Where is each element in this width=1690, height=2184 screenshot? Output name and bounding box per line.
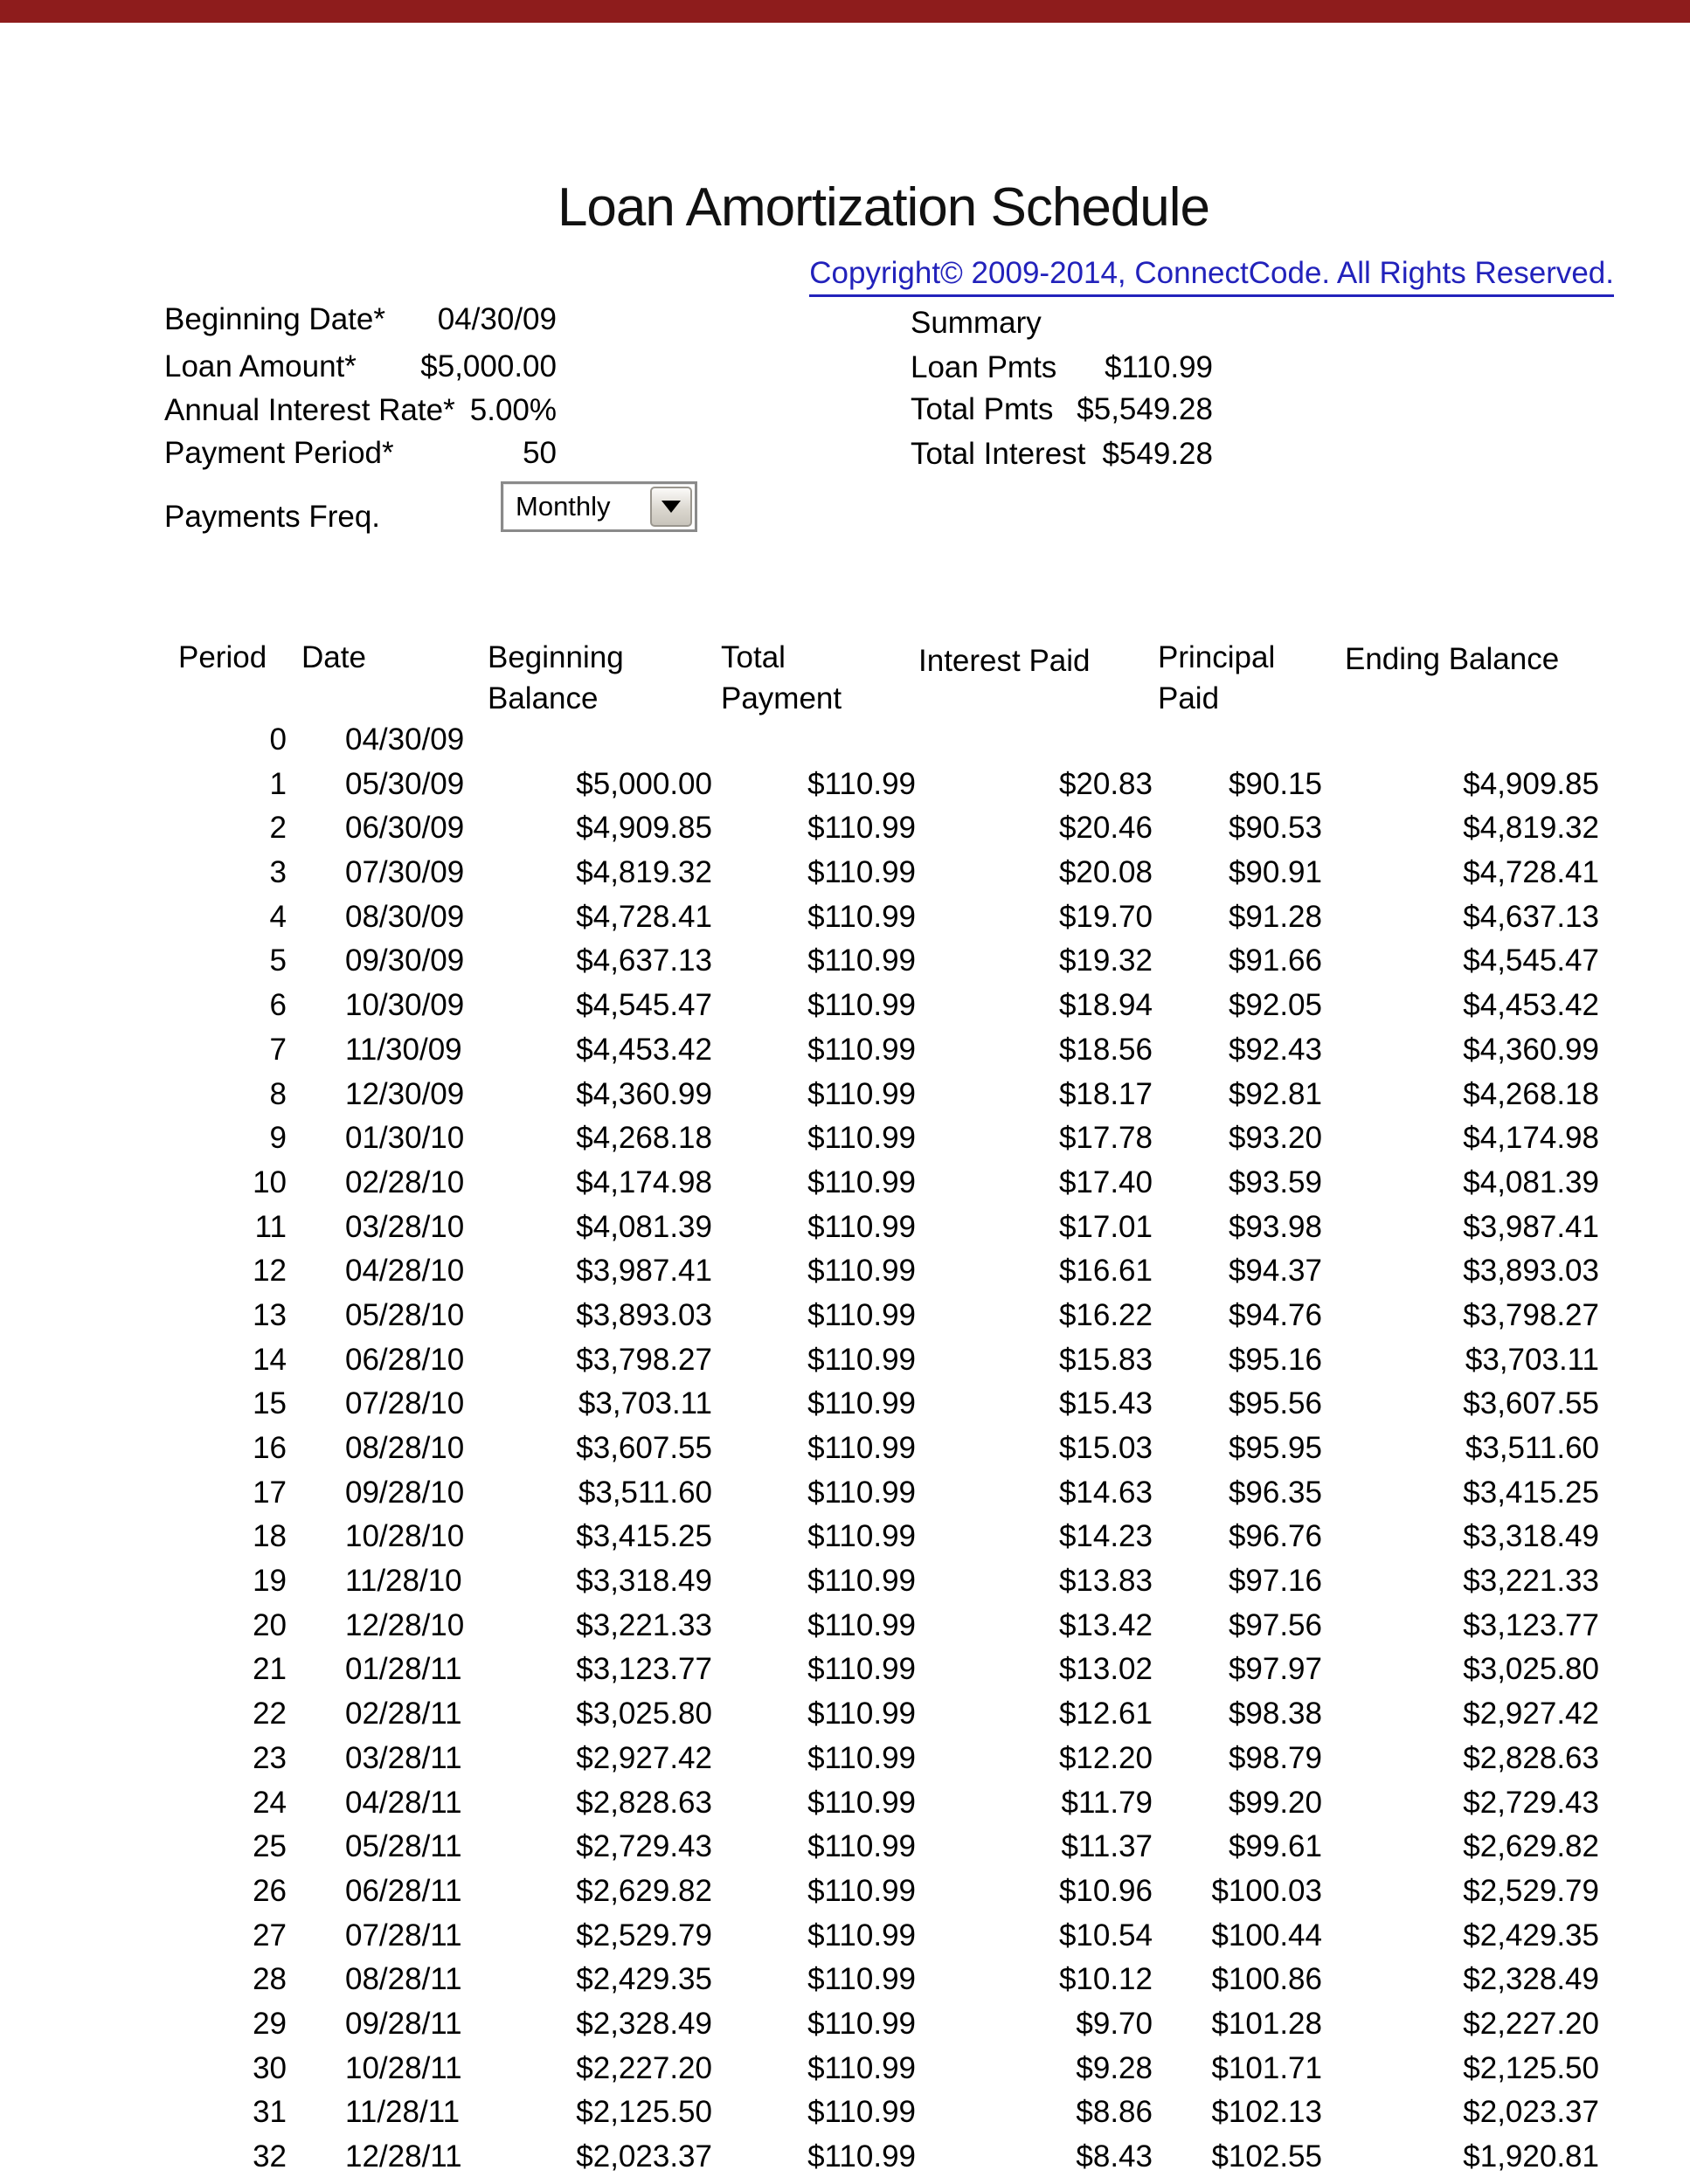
- cell-interest-paid: $17.40: [1058, 1165, 1153, 1199]
- header-total: Total: [721, 640, 786, 674]
- cell-date: 07/28/10: [345, 1386, 465, 1421]
- cell-beginning-balance: $4,819.32: [576, 855, 712, 890]
- cell-interest-paid: $19.32: [1058, 943, 1153, 978]
- cell-beginning-balance: $2,529.79: [576, 1918, 712, 1952]
- cell-total-payment: $110.99: [807, 2050, 916, 2085]
- cell-period: 24: [253, 1785, 287, 1820]
- cell-period: 21: [253, 1652, 287, 1687]
- cell-date: 06/28/11: [345, 1873, 462, 1908]
- cell-period: 22: [253, 1697, 287, 1731]
- cell-ending-balance: $4,728.41: [1463, 855, 1599, 890]
- cell-date: 04/28/11: [345, 1785, 462, 1820]
- header-balance: Balance: [488, 681, 599, 715]
- cell-interest-paid: $20.08: [1058, 855, 1153, 890]
- table-row: [0, 851, 1690, 895]
- cell-principal-paid: $102.55: [1211, 2139, 1322, 2174]
- table-row: [0, 1073, 1690, 1117]
- cell-ending-balance: $4,360.99: [1463, 1032, 1599, 1067]
- cell-principal-paid: $94.76: [1228, 1297, 1322, 1332]
- cell-date: 12/30/09: [345, 1076, 465, 1111]
- cell-principal-paid: $96.76: [1228, 1519, 1322, 1554]
- table-row: [0, 1559, 1690, 1604]
- table-row: [0, 2135, 1690, 2180]
- cell-date: 02/28/11: [345, 1697, 462, 1731]
- cell-date: 02/28/10: [345, 1165, 465, 1199]
- cell-period: 27: [253, 1918, 287, 1952]
- cell-ending-balance: $2,529.79: [1463, 1873, 1599, 1908]
- cell-date: 11/28/10: [345, 1564, 462, 1599]
- cell-principal-paid: $97.16: [1228, 1564, 1322, 1599]
- cell-beginning-balance: $4,637.13: [576, 943, 712, 978]
- cell-total-payment: $110.99: [807, 2095, 916, 2130]
- table-row: [0, 895, 1690, 940]
- cell-principal-paid: $99.20: [1228, 1785, 1322, 1820]
- cell-date: 06/30/09: [345, 811, 465, 846]
- beginning-date-value: 04/30/09: [437, 302, 557, 336]
- cell-principal-paid: $97.97: [1228, 1652, 1322, 1687]
- cell-interest-paid: $15.03: [1058, 1431, 1153, 1465]
- cell-date: 10/28/10: [345, 1519, 465, 1554]
- cell-period: 31: [253, 2095, 287, 2130]
- cell-principal-paid: $91.28: [1228, 899, 1322, 934]
- cell-ending-balance: $3,221.33: [1463, 1564, 1599, 1599]
- cell-beginning-balance: $4,909.85: [576, 811, 712, 846]
- loan-pmts-value: $110.99: [1105, 350, 1213, 384]
- cell-principal-paid: $100.86: [1211, 1962, 1322, 1997]
- cell-interest-paid: $19.70: [1058, 899, 1153, 934]
- cell-ending-balance: $2,125.50: [1463, 2050, 1599, 2085]
- cell-ending-balance: $4,909.85: [1463, 766, 1599, 801]
- header-period: Period: [178, 640, 267, 674]
- cell-interest-paid: $16.61: [1058, 1254, 1153, 1289]
- cell-ending-balance: $1,920.81: [1463, 2139, 1599, 2174]
- cell-period: 6: [269, 988, 287, 1023]
- header-date: Date: [301, 640, 366, 674]
- cell-ending-balance: $4,545.47: [1463, 943, 1599, 978]
- cell-period: 25: [253, 1829, 287, 1864]
- cell-total-payment: $110.99: [807, 1785, 916, 1820]
- cell-ending-balance: $3,025.80: [1463, 1652, 1599, 1687]
- page-title: Loan Amortization Schedule: [557, 177, 1210, 238]
- cell-period: 17: [253, 1475, 287, 1510]
- cell-principal-paid: $95.16: [1228, 1342, 1322, 1377]
- cell-ending-balance: $3,893.03: [1463, 1254, 1599, 1289]
- cell-period: 10: [253, 1165, 287, 1199]
- cell-interest-paid: $20.46: [1058, 811, 1153, 846]
- cell-period: 5: [269, 943, 287, 978]
- cell-interest-paid: $14.63: [1058, 1475, 1153, 1510]
- cell-interest-paid: $15.83: [1058, 1342, 1153, 1377]
- cell-beginning-balance: $2,227.20: [576, 2050, 712, 2085]
- payments-freq-label: Payments Freq.: [164, 500, 381, 534]
- cell-ending-balance: $4,268.18: [1463, 1076, 1599, 1111]
- cell-interest-paid: $10.96: [1058, 1873, 1153, 1908]
- cell-total-payment: $110.99: [807, 1297, 916, 1332]
- cell-period: 1: [269, 766, 287, 801]
- cell-total-payment: $110.99: [807, 766, 916, 801]
- cell-date: 08/28/11: [345, 1962, 462, 1997]
- cell-principal-paid: $95.56: [1228, 1386, 1322, 1421]
- cell-principal-paid: $94.37: [1228, 1254, 1322, 1289]
- cell-total-payment: $110.99: [807, 1564, 916, 1599]
- cell-period: 0: [269, 722, 287, 757]
- cell-ending-balance: $2,227.20: [1463, 2006, 1599, 2041]
- cell-beginning-balance: $5,000.00: [576, 766, 712, 801]
- cell-ending-balance: $4,081.39: [1463, 1165, 1599, 1199]
- cell-beginning-balance: $3,318.49: [576, 1564, 712, 1599]
- table-row: [0, 2047, 1690, 2091]
- cell-principal-paid: $95.95: [1228, 1431, 1322, 1465]
- cell-date: 10/28/11: [345, 2050, 462, 2085]
- cell-principal-paid: [1153, 718, 1322, 763]
- table-row: [0, 1338, 1690, 1383]
- cell-period: 11: [254, 1209, 287, 1244]
- cell-ending-balance: $2,328.49: [1463, 1962, 1599, 1997]
- cell-principal-paid: $90.91: [1228, 855, 1322, 890]
- cell-interest-paid: $9.70: [1076, 2006, 1153, 2041]
- table-row: [0, 1116, 1690, 1161]
- cell-date: 07/30/09: [345, 855, 465, 890]
- cell-period: 4: [269, 899, 287, 934]
- cell-ending-balance: $4,637.13: [1463, 899, 1599, 934]
- header-interest-paid: Interest Paid: [918, 644, 1091, 678]
- cell-ending-balance: $3,318.49: [1463, 1519, 1599, 1554]
- chevron-down-icon: [661, 501, 681, 513]
- cell-total-payment: $110.99: [807, 1962, 916, 1997]
- cell-beginning-balance: $3,025.80: [576, 1697, 712, 1731]
- cell-total-payment: $110.99: [807, 1209, 916, 1244]
- cell-interest-paid: $15.43: [1058, 1386, 1153, 1421]
- cell-interest-paid: $10.12: [1058, 1962, 1153, 1997]
- cell-beginning-balance: $3,798.27: [576, 1342, 712, 1377]
- cell-total-payment: $110.99: [807, 1873, 916, 1908]
- table-row: [0, 1294, 1690, 1338]
- cell-period: 32: [253, 2139, 287, 2174]
- cell-beginning-balance: $2,429.35: [576, 1962, 712, 1997]
- cell-principal-paid: $90.53: [1228, 811, 1322, 846]
- cell-date: 05/28/11: [345, 1829, 462, 1864]
- cell-date: 11/28/11: [345, 2095, 461, 2130]
- cell-interest-paid: $17.01: [1058, 1209, 1153, 1244]
- cell-total-payment: $110.99: [807, 943, 916, 978]
- cell-ending-balance: $2,023.37: [1463, 2095, 1599, 2130]
- cell-principal-paid: $92.81: [1228, 1076, 1322, 1111]
- cell-beginning-balance: $2,023.37: [576, 2139, 712, 2174]
- cell-date: 11/30/09: [345, 1032, 462, 1067]
- dropdown-arrow-button[interactable]: [650, 487, 692, 527]
- cell-beginning-balance: $3,893.03: [576, 1297, 712, 1332]
- cell-total-payment: $110.99: [807, 1652, 916, 1687]
- header-payment: Payment: [721, 681, 842, 715]
- cell-date: 09/30/09: [345, 943, 465, 978]
- cell-interest-paid: $11.37: [1061, 1829, 1153, 1864]
- cell-principal-paid: $92.05: [1228, 988, 1322, 1023]
- cell-period: 7: [269, 1032, 287, 1067]
- cell-total-payment: $110.99: [807, 2006, 916, 2041]
- cell-date: 04/30/09: [345, 722, 465, 757]
- cell-ending-balance: $4,174.98: [1463, 1121, 1599, 1156]
- table-row: [0, 2091, 1690, 2135]
- cell-ending-balance: $3,798.27: [1463, 1297, 1599, 1332]
- cell-beginning-balance: $4,453.42: [576, 1032, 712, 1067]
- table-row: [0, 1161, 1690, 1206]
- cell-interest-paid: $13.02: [1058, 1652, 1153, 1687]
- cell-interest-paid: $10.54: [1058, 1918, 1153, 1952]
- cell-date: 10/30/09: [345, 988, 465, 1023]
- cell-total-payment: $110.99: [807, 1829, 916, 1864]
- cell-ending-balance: $2,927.42: [1463, 1697, 1599, 1731]
- annual-interest-rate-value: 5.00%: [469, 393, 557, 427]
- cell-total-payment: $110.99: [807, 811, 916, 846]
- table-row: [0, 718, 1690, 763]
- cell-interest-paid: $18.56: [1058, 1032, 1153, 1067]
- cell-total-payment: $110.99: [807, 1254, 916, 1289]
- cell-date: 01/30/10: [345, 1121, 465, 1156]
- cell-total-payment: $110.99: [807, 1697, 916, 1731]
- cell-beginning-balance: $3,607.55: [576, 1431, 712, 1465]
- total-pmts-label: Total Pmts: [911, 392, 1054, 426]
- cell-date: 08/28/10: [345, 1431, 465, 1465]
- cell-date: 09/28/11: [345, 2006, 462, 2041]
- cell-beginning-balance: $2,328.49: [576, 2006, 712, 2041]
- cell-beginning-balance: [498, 718, 712, 763]
- table-row: [0, 1825, 1690, 1870]
- cell-interest-paid: $14.23: [1058, 1519, 1153, 1554]
- cell-principal-paid: $100.03: [1211, 1873, 1322, 1908]
- cell-total-payment: $110.99: [807, 1740, 916, 1775]
- cell-beginning-balance: $3,123.77: [576, 1652, 712, 1687]
- beginning-date-label: Beginning Date*: [164, 302, 385, 336]
- cell-interest-paid: $18.17: [1058, 1076, 1153, 1111]
- cell-ending-balance: $2,729.43: [1463, 1785, 1599, 1820]
- payments-freq-dropdown[interactable]: [501, 481, 697, 532]
- cell-beginning-balance: $4,360.99: [576, 1076, 712, 1111]
- cell-total-payment: $110.99: [807, 1032, 916, 1067]
- cell-beginning-balance: $2,729.43: [576, 1829, 712, 1864]
- cell-total-payment: $110.99: [807, 1607, 916, 1642]
- cell-period: 15: [253, 1386, 287, 1421]
- cell-total-payment: $110.99: [807, 1121, 916, 1156]
- cell-interest-paid: $8.43: [1076, 2139, 1153, 2174]
- cell-period: 26: [253, 1873, 287, 1908]
- cell-period: 28: [253, 1962, 287, 1997]
- cell-period: 3: [269, 855, 287, 890]
- cell-interest-paid: $16.22: [1058, 1297, 1153, 1332]
- cell-principal-paid: $101.28: [1211, 2006, 1322, 2041]
- cell-total-payment: $110.99: [807, 1165, 916, 1199]
- table-row: [0, 1870, 1690, 1914]
- cell-beginning-balance: $3,415.25: [576, 1519, 712, 1554]
- cell-date: 06/28/10: [345, 1342, 465, 1377]
- cell-period: 23: [253, 1740, 287, 1775]
- table-row: [0, 1648, 1690, 1692]
- total-pmts-value: $5,549.28: [1077, 392, 1213, 426]
- cell-total-payment: $110.99: [807, 1519, 916, 1554]
- cell-interest-paid: $9.28: [1076, 2050, 1153, 2085]
- cell-interest-paid: $13.42: [1058, 1607, 1153, 1642]
- cell-total-payment: $110.99: [807, 1386, 916, 1421]
- cell-interest-paid: $18.94: [1058, 988, 1153, 1023]
- cell-beginning-balance: $4,174.98: [576, 1165, 712, 1199]
- cell-ending-balance: [1322, 718, 1599, 763]
- header-ending-balance: Ending Balance: [1345, 642, 1560, 676]
- cell-period: 29: [253, 2006, 287, 2041]
- cell-total-payment: $110.99: [807, 988, 916, 1023]
- table-row: [0, 1914, 1690, 1959]
- cell-principal-paid: $101.71: [1211, 2050, 1322, 2085]
- total-interest-value: $549.28: [1102, 437, 1213, 471]
- cell-beginning-balance: $3,511.60: [578, 1475, 712, 1510]
- cell-period: 30: [253, 2050, 287, 2085]
- table-row: [0, 2002, 1690, 2047]
- table-row: [0, 1249, 1690, 1294]
- cell-beginning-balance: $3,703.11: [578, 1386, 712, 1421]
- cell-ending-balance: $3,607.55: [1463, 1386, 1599, 1421]
- cell-interest-paid: $13.83: [1058, 1564, 1153, 1599]
- loan-amount-label: Loan Amount*: [164, 349, 357, 384]
- window-top-bar: [0, 0, 1690, 23]
- cell-total-payment: $110.99: [807, 2139, 916, 2174]
- header-principal: Principal: [1158, 640, 1276, 674]
- table-row: [0, 806, 1690, 851]
- cell-date: 07/28/11: [345, 1918, 462, 1952]
- payments-freq-value: Monthly: [516, 491, 611, 522]
- cell-date: 12/28/10: [345, 1607, 465, 1642]
- cell-interest-paid: $12.61: [1058, 1697, 1153, 1731]
- cell-ending-balance: $4,453.42: [1463, 988, 1599, 1023]
- cell-beginning-balance: $4,545.47: [576, 988, 712, 1023]
- cell-interest-paid: [916, 718, 1153, 763]
- cell-total-payment: $110.99: [807, 855, 916, 890]
- cell-beginning-balance: $3,987.41: [576, 1254, 712, 1289]
- table-row: [0, 1206, 1690, 1250]
- cell-total-payment: $110.99: [807, 899, 916, 934]
- copyright-link[interactable]: Copyright© 2009-2014, ConnectCode. All Rights Reserved.: [809, 255, 1614, 297]
- cell-beginning-balance: $4,728.41: [576, 899, 712, 934]
- cell-ending-balance: $2,429.35: [1463, 1918, 1599, 1952]
- table-row: [0, 1781, 1690, 1826]
- table-row: [0, 1382, 1690, 1427]
- cell-principal-paid: $99.61: [1228, 1829, 1322, 1864]
- cell-period: 18: [253, 1519, 287, 1554]
- cell-period: 20: [253, 1607, 287, 1642]
- cell-interest-paid: $12.20: [1058, 1740, 1153, 1775]
- cell-principal-paid: $98.38: [1228, 1697, 1322, 1731]
- cell-total-payment: [712, 718, 916, 763]
- cell-date: 03/28/10: [345, 1209, 465, 1244]
- cell-ending-balance: $3,415.25: [1463, 1475, 1599, 1510]
- table-row: [0, 1427, 1690, 1471]
- cell-principal-paid: $90.15: [1228, 766, 1322, 801]
- cell-ending-balance: $3,123.77: [1463, 1607, 1599, 1642]
- cell-period: 12: [253, 1254, 287, 1289]
- total-interest-label: Total Interest: [911, 437, 1086, 471]
- table-row: [0, 984, 1690, 1028]
- cell-principal-paid: $93.59: [1228, 1165, 1322, 1199]
- table-row: [0, 1604, 1690, 1648]
- table-row: [0, 1737, 1690, 1781]
- cell-date: 05/30/09: [345, 766, 465, 801]
- cell-beginning-balance: $4,268.18: [576, 1121, 712, 1156]
- table-row: [0, 1471, 1690, 1516]
- header-paid: Paid: [1158, 681, 1220, 715]
- cell-principal-paid: $92.43: [1228, 1032, 1322, 1067]
- cell-principal-paid: $97.56: [1228, 1607, 1322, 1642]
- cell-beginning-balance: $4,081.39: [576, 1209, 712, 1244]
- cell-principal-paid: $96.35: [1228, 1475, 1322, 1510]
- cell-ending-balance: $3,511.60: [1465, 1431, 1599, 1465]
- table-row: [0, 1692, 1690, 1737]
- cell-date: 05/28/10: [345, 1297, 465, 1332]
- cell-period: 2: [269, 811, 287, 846]
- loan-pmts-label: Loan Pmts: [911, 350, 1057, 384]
- cell-period: 8: [269, 1076, 287, 1111]
- table-row: [0, 1515, 1690, 1559]
- cell-beginning-balance: $2,125.50: [576, 2095, 712, 2130]
- cell-beginning-balance: $2,927.42: [576, 1740, 712, 1775]
- table-row: [0, 1028, 1690, 1073]
- cell-interest-paid: $20.83: [1058, 766, 1153, 801]
- cell-total-payment: $110.99: [807, 1342, 916, 1377]
- cell-total-payment: $110.99: [807, 1475, 916, 1510]
- cell-date: 04/28/10: [345, 1254, 465, 1289]
- cell-total-payment: $110.99: [807, 1076, 916, 1111]
- cell-beginning-balance: $2,828.63: [576, 1785, 712, 1820]
- cell-beginning-balance: $2,629.82: [576, 1873, 712, 1908]
- cell-interest-paid: $17.78: [1058, 1121, 1153, 1156]
- cell-period: 19: [253, 1564, 287, 1599]
- cell-total-payment: $110.99: [807, 1431, 916, 1465]
- cell-principal-paid: $102.13: [1211, 2095, 1322, 2130]
- cell-ending-balance: $3,987.41: [1463, 1209, 1599, 1244]
- cell-period: 9: [269, 1121, 287, 1156]
- cell-ending-balance: $2,629.82: [1463, 1829, 1599, 1864]
- cell-ending-balance: $4,819.32: [1463, 811, 1599, 846]
- cell-date: 01/28/11: [345, 1652, 462, 1687]
- cell-principal-paid: $100.44: [1211, 1918, 1322, 1952]
- cell-date: 09/28/10: [345, 1475, 465, 1510]
- payment-period-value: 50: [523, 436, 557, 470]
- cell-principal-paid: $93.98: [1228, 1209, 1322, 1244]
- cell-date: 12/28/11: [345, 2139, 462, 2174]
- amortization-rows: [0, 718, 1690, 2180]
- cell-ending-balance: $2,828.63: [1463, 1740, 1599, 1775]
- summary-heading: Summary: [911, 306, 1042, 340]
- cell-principal-paid: $91.66: [1228, 943, 1322, 978]
- cell-interest-paid: $11.79: [1061, 1785, 1153, 1820]
- loan-amount-value: $5,000.00: [420, 349, 557, 384]
- cell-date: 08/30/09: [345, 899, 465, 934]
- cell-period: 14: [253, 1342, 287, 1377]
- cell-total-payment: $110.99: [807, 1918, 916, 1952]
- payment-period-label: Payment Period*: [164, 436, 394, 470]
- cell-period: 13: [253, 1297, 287, 1332]
- cell-period: 16: [253, 1431, 287, 1465]
- header-beginning: Beginning: [488, 640, 624, 674]
- cell-principal-paid: $98.79: [1228, 1740, 1322, 1775]
- table-row: [0, 763, 1690, 807]
- cell-principal-paid: $93.20: [1228, 1121, 1322, 1156]
- table-row: [0, 1958, 1690, 2002]
- cell-date: 03/28/11: [345, 1740, 462, 1775]
- cell-ending-balance: $3,703.11: [1465, 1342, 1599, 1377]
- annual-interest-rate-label: Annual Interest Rate*: [164, 393, 455, 427]
- cell-beginning-balance: $3,221.33: [576, 1607, 712, 1642]
- table-row: [0, 939, 1690, 984]
- cell-interest-paid: $8.86: [1076, 2095, 1153, 2130]
